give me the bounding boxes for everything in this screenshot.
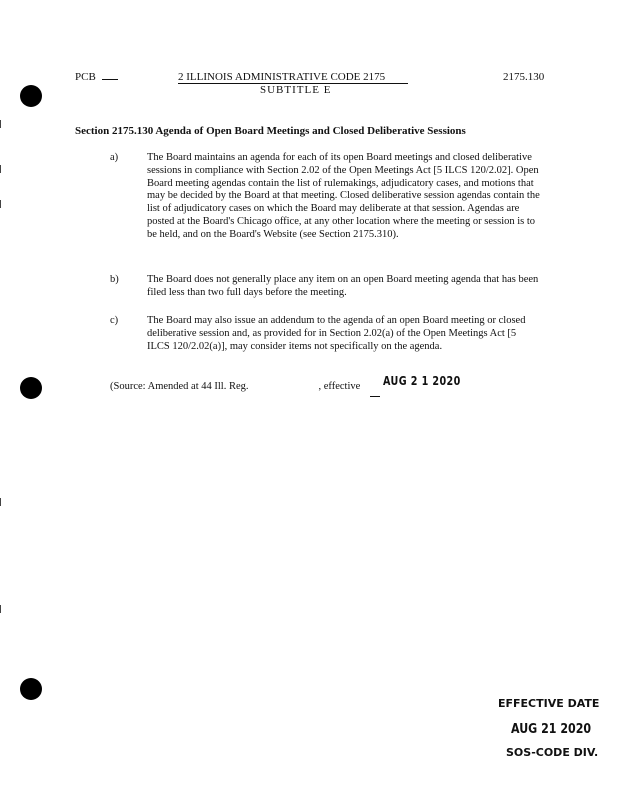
- header-section-number: 2175.130: [503, 71, 545, 83]
- header-agency: PCB: [75, 71, 118, 83]
- handwritten-date: AUG 2 1 2020: [383, 374, 461, 388]
- subsection-b: [110, 274, 540, 300]
- source-note: [110, 381, 360, 392]
- subsection-text: The Board may also issue an addendum to the agenda of an open Board meeting or closed deliberative session and, as provided for in Section 2.02(a) of the Open Meetings Act [5 ILCS 120/2.02(a)], may consider items not specifically on the agenda.: [147, 315, 526, 352]
- punch-hole: [20, 678, 42, 700]
- subsection-label: c): [110, 315, 119, 326]
- source-prefix: (Source: Amended at 44 Ill. Reg.: [110, 381, 249, 392]
- punch-hole: [20, 377, 42, 399]
- punch-hole: [20, 85, 42, 107]
- stamp-date: AUG 21 2020: [511, 722, 592, 737]
- subsection-label: b): [110, 274, 119, 285]
- subsection-text: The Board does not generally place any item on an open Board meeting agenda that has been filed less than two full days before the meeting.: [147, 274, 539, 298]
- scan-edge-mark: [0, 165, 1, 173]
- header-subtitle: SUBTITLE E: [260, 84, 332, 96]
- scan-edge-mark: [0, 605, 1, 613]
- date-underline: [370, 396, 380, 397]
- subsection-a: [110, 152, 540, 242]
- scan-edge-mark: [0, 120, 1, 128]
- header-code-title: 2 ILLINOIS ADMINISTRATIVE CODE 2175: [178, 71, 408, 84]
- scan-edge-mark: [0, 498, 1, 506]
- subsection-text: The Board maintains an agenda for each of its open Board meetings and closed deliberative sessions in compliance with Section 2.02 of the Open Meetings Act [5 ILCS 120/2.02]. Open Board meeting agendas contain the list of rulemakings, adjudicatory cases, and motions that may be decided by the Board at that meeting. Closed deliberative session agendas contain the list of adjudicatory cases on which the Board may deliberate at that session. Agendas are posted at the Board's Chicago office, at any other location where the meeting or session is to be held, and on the Board's Website (see Section 2175.310).: [147, 152, 540, 240]
- section-title: Section 2175.130 Agenda of Open Board Meetings and Closed Deliberative Sessions: [75, 125, 466, 137]
- stamp-division: SOS-CODE DIV.: [506, 746, 599, 759]
- subsection-c: [110, 315, 540, 353]
- subsection-label: a): [110, 152, 119, 163]
- stamp-effective-date: EFFECTIVE DATE: [498, 697, 600, 710]
- source-effective: , effective: [318, 381, 361, 392]
- scan-edge-mark: [0, 200, 1, 208]
